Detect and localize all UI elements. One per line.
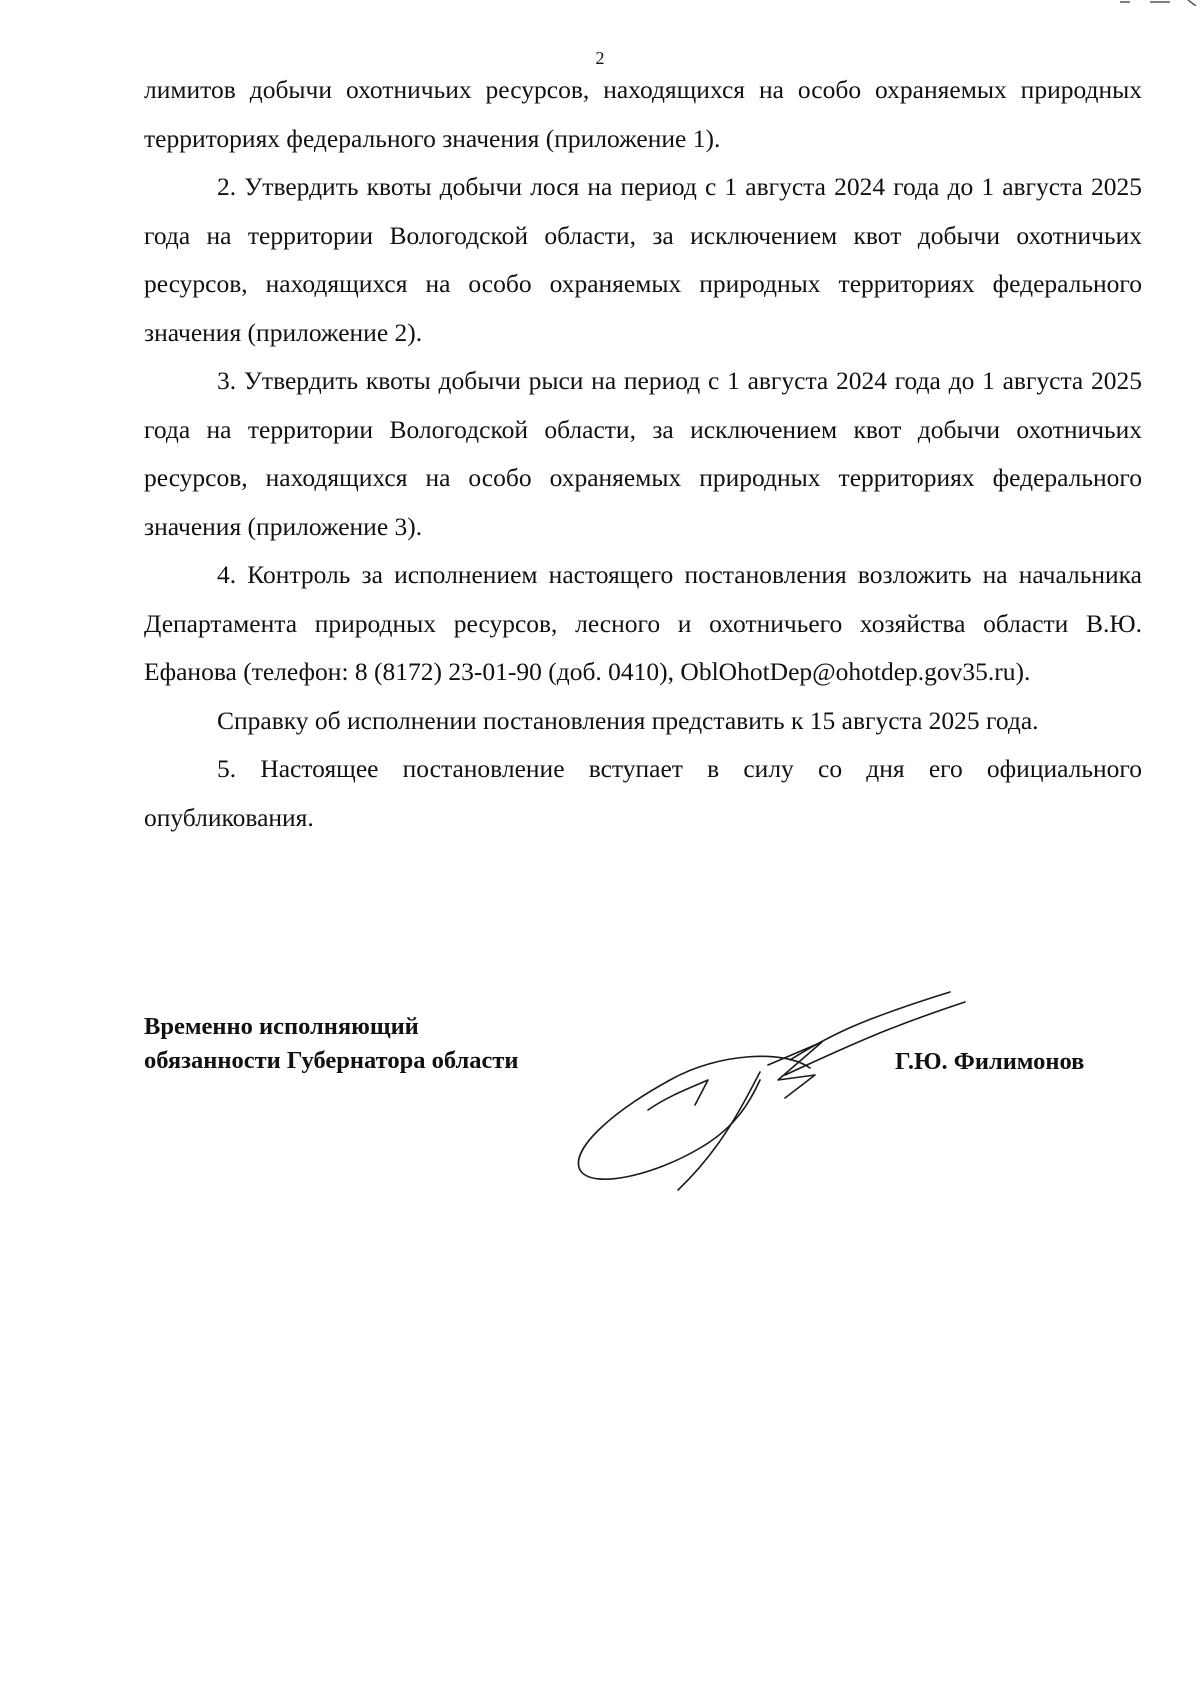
page-number: 2 [595, 48, 605, 68]
paragraph-1-continuation: лимитов добычи охотничьих ресурсов, находящихся на особо охраняемых природных территориях федерального значения (приложение 1). [144, 75, 1142, 153]
signatory-title [144, 1010, 519, 1078]
scan-edge-mark [1060, 0, 1200, 6]
paragraph-item-3: 3. Утвердить квоты добычи рыси на период с 1 августа 2024 года до 1 августа 2025 года на территории Вологодской области, за исключением квот добычи охотничьих ресурсов, находящихся на особо охраняемых природных территориях федерального значения (приложение 3). [144, 366, 1142, 541]
signatory-title-line-1: Временно исполняющий [144, 1013, 419, 1040]
paragraph-item-4: 4. Контроль за исполнением настоящего постановления возложить на начальника Департамента природных ресурсов, лесного и охотничьего хозяйства области В.Ю. Ефанова (телефон: 8 (8172) 23-01-90 (доб. 0410), OblOhotDep@ohotdep.gov35.ru). [144, 560, 1142, 686]
paragraph-item-5: 5. Настоящее постановление вступает в силу со дня его официального опубликования. [144, 754, 1142, 832]
handwritten-signature [560, 980, 980, 1195]
paragraph-report-deadline: Справку об исполнении постановления представить к 15 августа 2025 года. [217, 705, 1039, 735]
document-body [144, 66, 1142, 842]
paragraph-item-2: 2. Утвердить квоты добычи лося на период с 1 августа 2024 года до 1 августа 2025 года на территории Вологодской области, за исключением квот добычи охотничьих ресурсов, находящихся на особо охраняемых природных территориях федерального значения (приложение 2). [144, 172, 1142, 347]
signatory-name: Г.Ю. Филимонов [895, 1048, 1085, 1075]
signatory-title-line-2: обязанности Губернатора области [144, 1047, 519, 1074]
